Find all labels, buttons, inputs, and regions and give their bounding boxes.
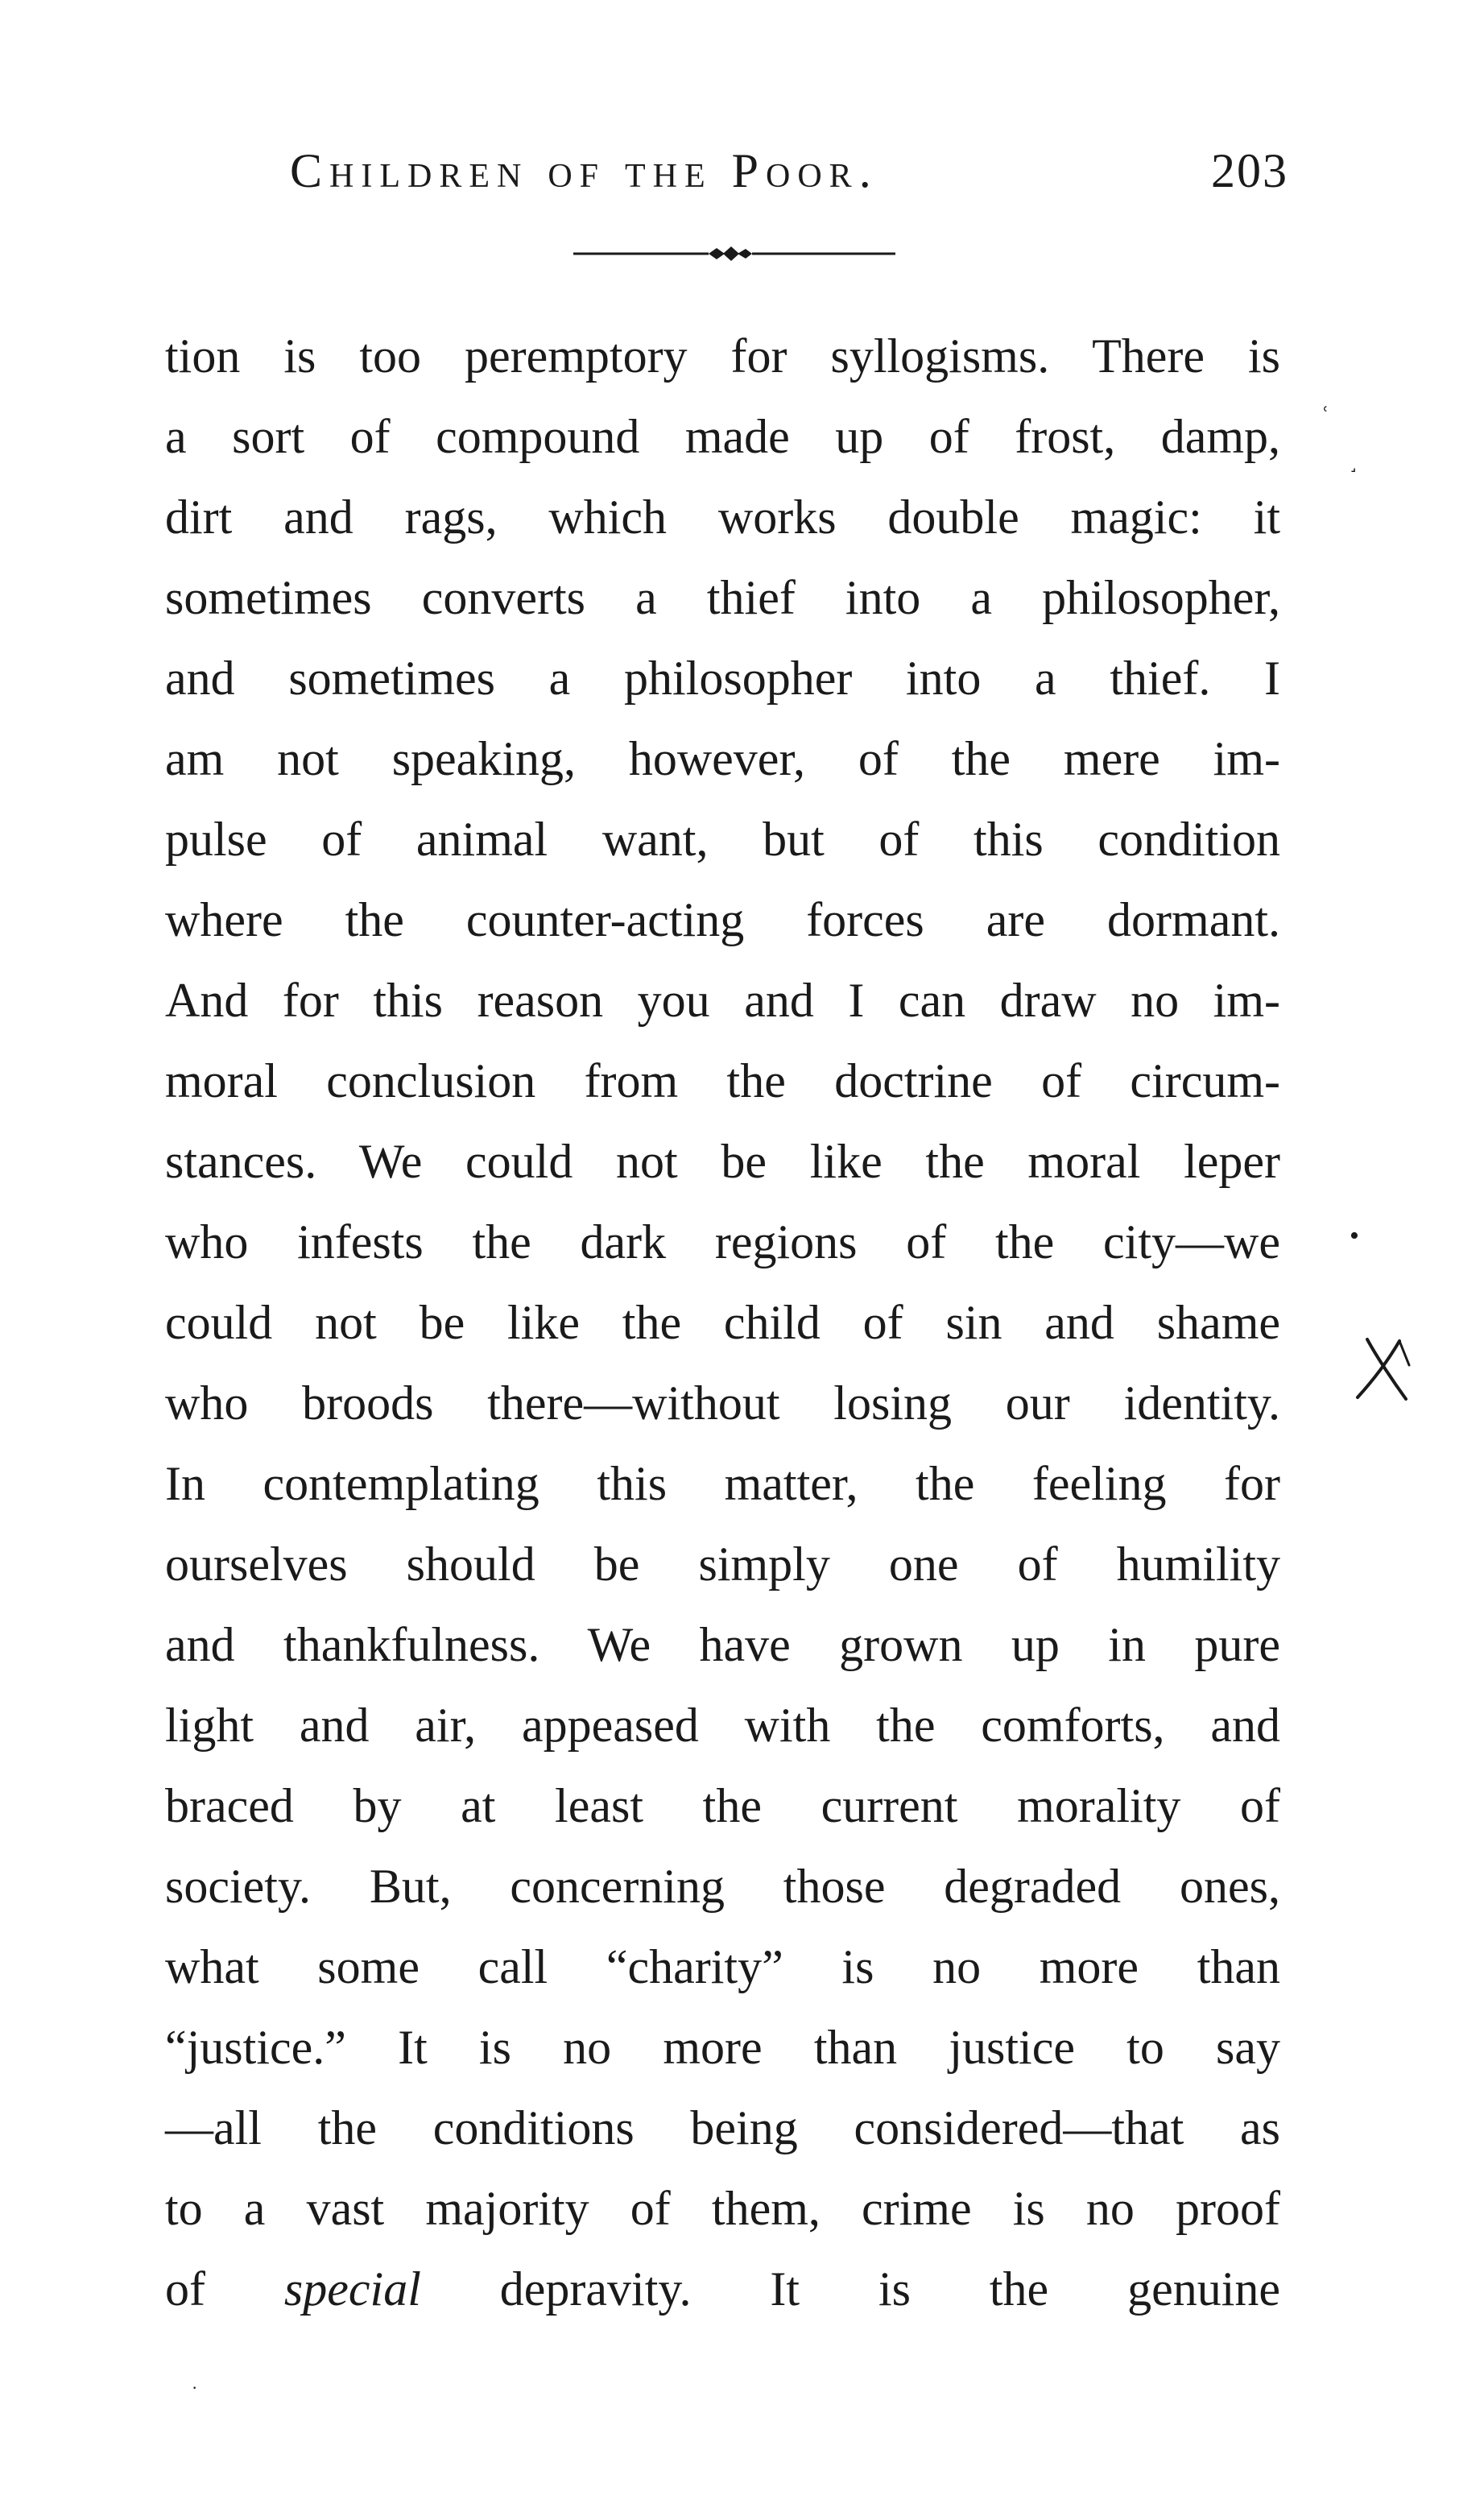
- text-line-11: stances. We could not be like the moral leper: [165, 1135, 1280, 1188]
- text-line-25: [165, 2249, 1280, 2329]
- text-line-24: to a vast majority of them, crime is no proof: [165, 2182, 1280, 2235]
- margin-bullet-mark: •: [1350, 1221, 1359, 1251]
- italic-word-special: special: [283, 2262, 421, 2316]
- text-line-25-end: depravity. It is the genuine: [499, 2262, 1281, 2316]
- text-line-23: —all the conditions being considered—that as: [165, 2101, 1280, 2154]
- text-line-21: what some call “charity” is no more than: [165, 1940, 1280, 1993]
- text-line-05: and sometimes a philosopher into a thief. I: [165, 652, 1280, 705]
- text-line-10: moral conclusion from the doctrine of circum-: [165, 1054, 1280, 1107]
- text-line-13: could not be like the child of sin and shame: [165, 1296, 1280, 1349]
- text-line-03: dirt and rags, which works double magic: it: [165, 490, 1280, 544]
- text-line-09: And for this reason you and I can draw no im-: [165, 974, 1280, 1027]
- running-title: Children of the Poor.: [290, 144, 878, 197]
- text-line-08: where the counter-acting forces are dormant.: [165, 893, 1280, 946]
- text-line-16: ourselves should be simply one of humility: [165, 1538, 1280, 1591]
- text-line-06: am not speaking, however, of the mere im-: [165, 732, 1280, 785]
- margin-mark-top-small: ˼: [1350, 448, 1358, 473]
- x-mark-stroke-3: [1399, 1341, 1409, 1365]
- ornament-flourish-icon: [709, 246, 752, 261]
- text-line-25-start: of: [165, 2262, 205, 2316]
- text-line-02: a sort of compound made up of frost, damp,: [165, 410, 1280, 463]
- text-line-18: light and air, appeased with the comforts, and: [165, 1699, 1280, 1752]
- text-line-20: society. But, concerning those degraded ones,: [165, 1860, 1280, 1913]
- margin-dot-mark: ·: [192, 2378, 198, 2398]
- page-number: 203: [1211, 144, 1288, 197]
- text-line-01: tion is too peremptory for syllogisms. There is: [165, 329, 1280, 383]
- x-mark-stroke-1: [1367, 1339, 1406, 1399]
- text-line-17: and thankfulness. We have grown up in pure: [165, 1618, 1280, 1671]
- ornament-rule: [573, 242, 895, 266]
- text-line-19: braced by at least the current morality of: [165, 1779, 1280, 1832]
- text-line-04: sometimes converts a thief into a philosopher,: [165, 571, 1280, 624]
- margin-x-mark-icon: [1353, 1333, 1417, 1405]
- text-line-14: who broods there—without losing our identity.: [165, 1376, 1280, 1430]
- text-line-12: who infests the dark regions of the city—we: [165, 1215, 1280, 1269]
- text-line-07: pulse of animal want, but of this condition: [165, 813, 1280, 866]
- text-line-22: “justice.” It is no more than justice to say: [165, 2021, 1280, 2074]
- body-text: [165, 316, 1280, 2329]
- margin-mark-top: ʿ: [1321, 403, 1330, 433]
- running-head: [290, 143, 1288, 216]
- x-mark-stroke-2: [1358, 1341, 1399, 1397]
- text-line-15: In contemplating this matter, the feeling for: [165, 1457, 1280, 1510]
